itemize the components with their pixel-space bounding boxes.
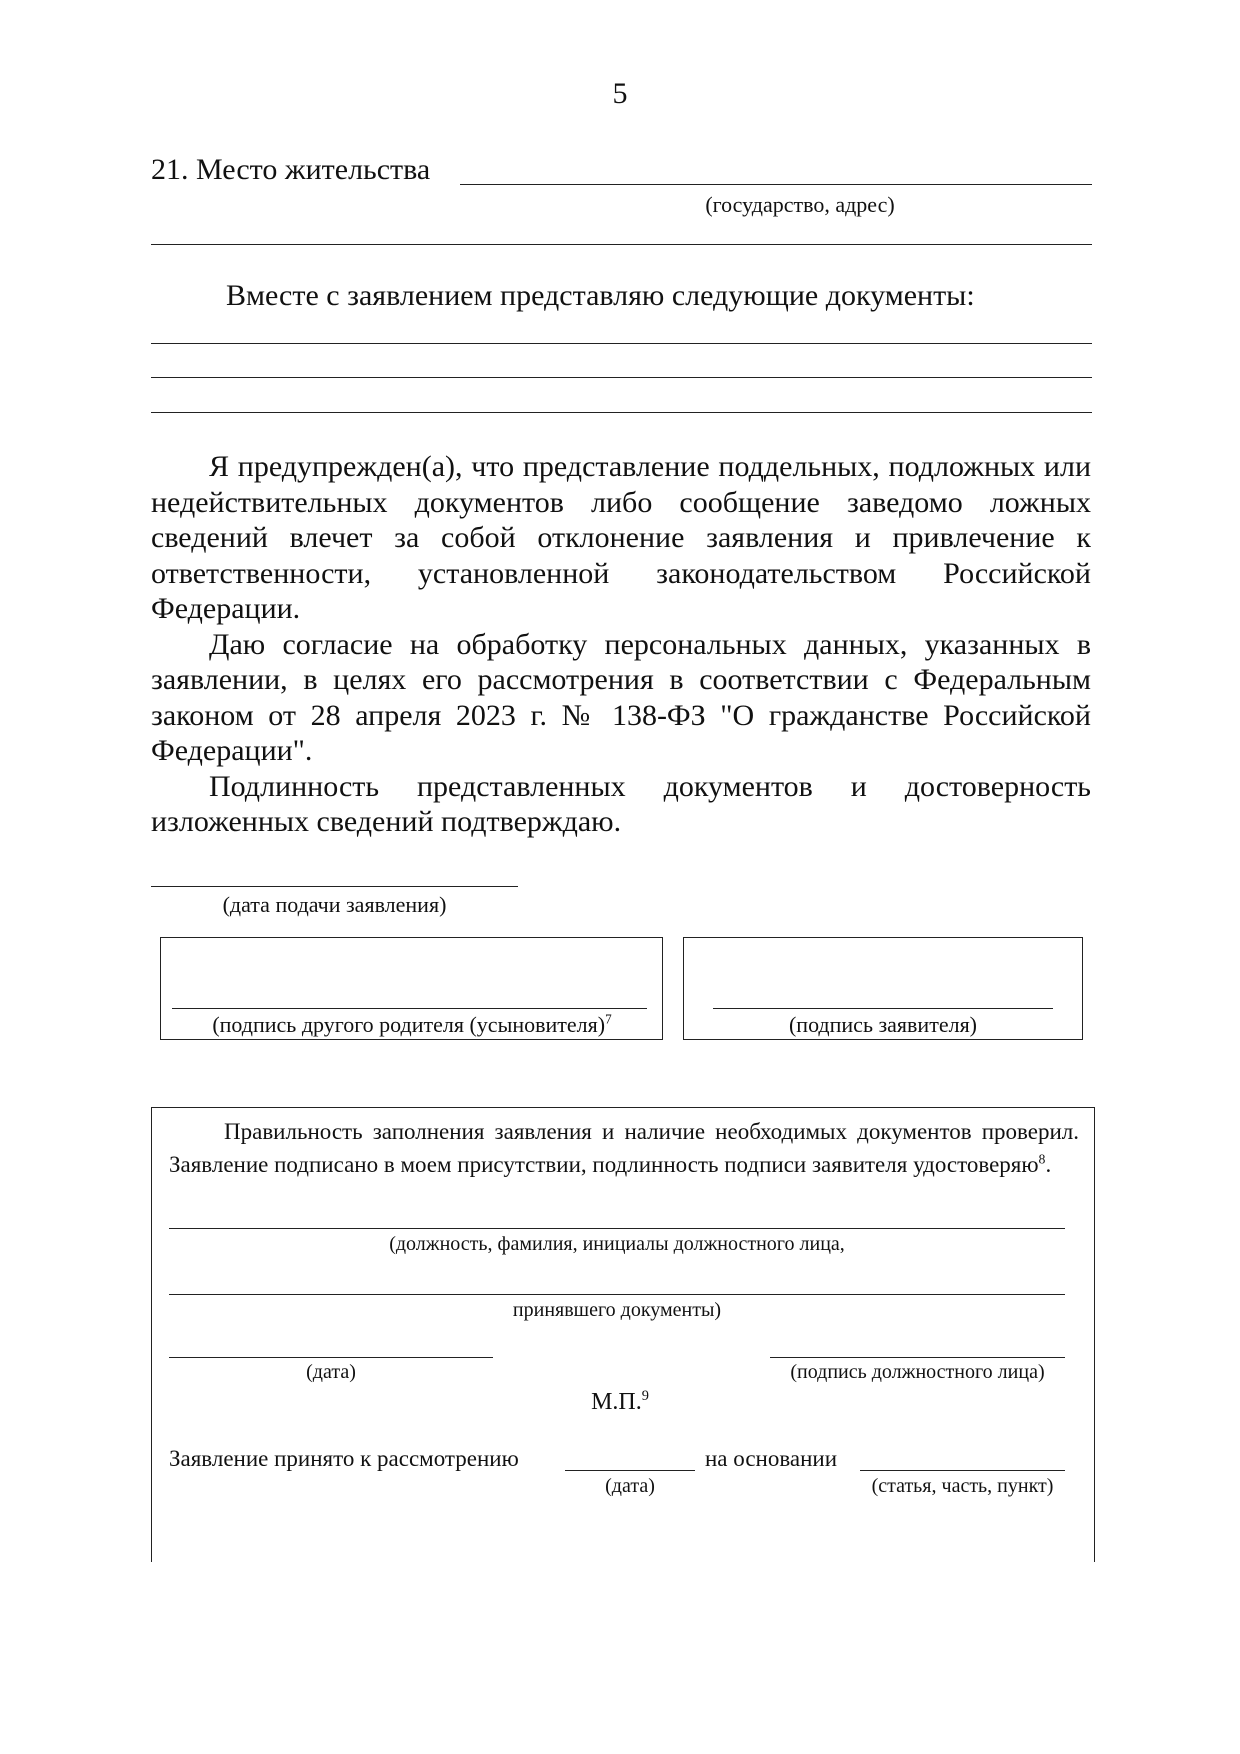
office-date-line[interactable] xyxy=(169,1357,493,1358)
residence-caption: (государство, адрес) xyxy=(705,192,895,217)
other-parent-signature-line[interactable] xyxy=(172,1008,647,1009)
basis-line[interactable] xyxy=(860,1470,1065,1471)
documents-line-3[interactable] xyxy=(151,412,1092,413)
official-statement: Правильность заполнения заявления и наличие необходимых документов проверил. Заявление подписано в моем присутствии, подлинность подписи заявителя удостоверяю$^8$. xyxy=(169,1119,1079,1177)
stamp-place: М.П.$^9$ xyxy=(591,1388,649,1415)
footnote-ref-7: 7 xyxy=(605,1011,612,1027)
basis-caption: (статья, часть, пункт) xyxy=(871,1475,1054,1497)
footnote-ref-8: 8 xyxy=(1038,1151,1046,1167)
official-name-caption-1: (должность, фамилия, инициалы должностного лица, xyxy=(389,1233,845,1255)
accepted-date-caption: (дата) xyxy=(605,1475,655,1497)
applicant-signature-line[interactable] xyxy=(713,1008,1053,1009)
applicant-signature-caption: (подпись заявителя) xyxy=(788,1012,978,1037)
official-name-line-2[interactable] xyxy=(169,1294,1065,1295)
page-number: 5 xyxy=(612,77,628,110)
basis-label: на основании xyxy=(705,1446,838,1471)
submission-date-caption: (дата подачи заявления) xyxy=(222,892,447,917)
residence-label: 21. Место жительства xyxy=(151,153,431,186)
submission-date-line[interactable] xyxy=(151,886,518,887)
accepted-date-line[interactable] xyxy=(565,1470,695,1471)
statement-text xyxy=(151,449,1091,840)
paragraph-confirmation: Подлинность представленных документов и достоверность изложенных сведений подтверждаю. xyxy=(151,769,1091,838)
official-name-line-1[interactable] xyxy=(169,1228,1065,1229)
paragraph-warning: Я предупрежден(а), что представление поддельных, подложных или недействительных документов либо сообщение заведомо ложных сведений влечет за собой отклонение заявления и привлечение к ответственности, установленной законодательством Российской Федерации. xyxy=(151,450,1091,625)
office-date-caption: (дата) xyxy=(306,1361,356,1383)
accepted-label: Заявление принято к рассмотрению xyxy=(169,1446,519,1471)
official-signature-line[interactable] xyxy=(770,1357,1065,1358)
residence-input-line[interactable] xyxy=(460,184,1092,185)
paragraph-consent: Даю согласие на обработку персональных данных, указанных в заявлении, в целях его рассмотрения в соответствии с Федеральным законом от 28 апреля 2023 г. № 138-ФЗ "О гражданстве Российской Федерации". xyxy=(151,627,1091,767)
documents-heading: Вместе с заявлением представляю следующие документы: xyxy=(226,279,975,312)
footnote-ref-9: 9 xyxy=(641,1388,649,1404)
official-name-caption-2: принявшего документы) xyxy=(512,1299,722,1321)
other-parent-signature-caption: (подпись другого родителя (усыновителя)$^7$ xyxy=(212,1011,612,1037)
official-signature-caption: (подпись должностного лица) xyxy=(790,1361,1045,1383)
documents-line-1[interactable] xyxy=(151,343,1092,344)
residence-input-line-2[interactable] xyxy=(151,244,1092,245)
documents-line-2[interactable] xyxy=(151,377,1092,378)
